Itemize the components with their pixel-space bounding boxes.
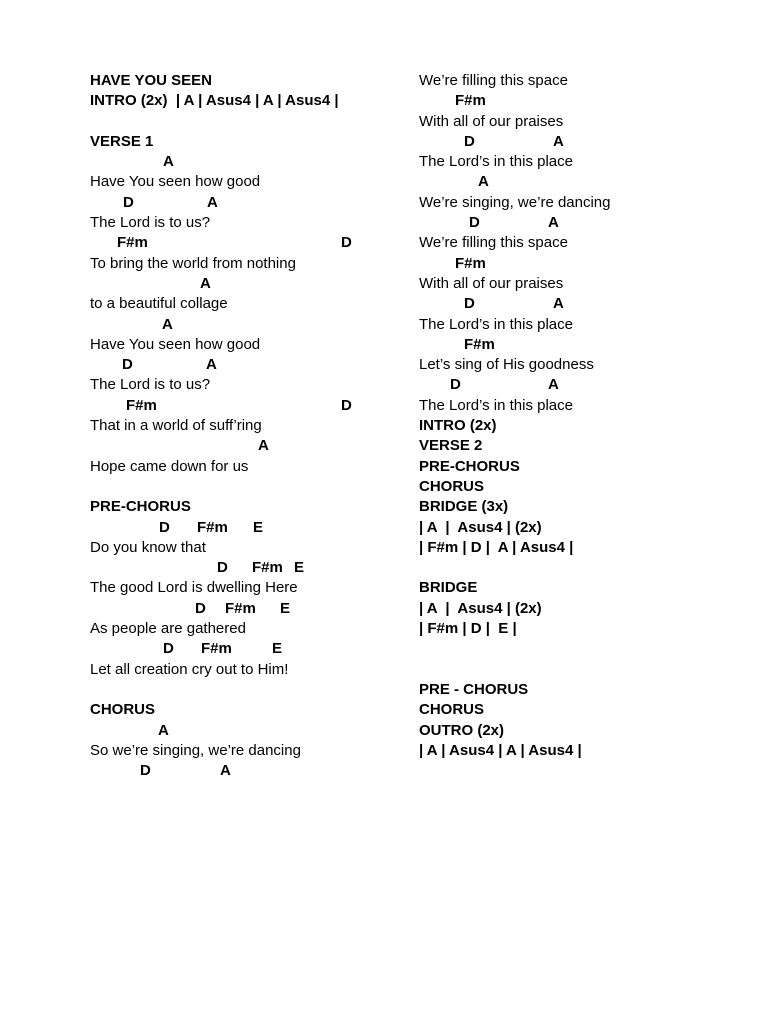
chord-line (419, 91, 719, 111)
spacer (419, 639, 719, 659)
chord: D (140, 762, 151, 780)
lyric-line: Let all creation cry out to Him! (90, 660, 289, 678)
lyric-line: to a beautiful collage (90, 295, 228, 313)
intro-line: INTRO (2x) | A | Asus4 | A | Asus4 | (90, 92, 339, 110)
chord: F#m (225, 599, 256, 617)
lyric-line: Do you know that (90, 538, 206, 556)
lyric-line: We’re filling this space (419, 72, 568, 89)
chord-line (419, 172, 719, 192)
section-label: VERSE 2 (419, 437, 483, 455)
chord: F#m (252, 559, 283, 577)
spacer (90, 680, 390, 700)
chord-line (90, 396, 390, 416)
lyric-line: Hope came down for us (90, 457, 249, 475)
section-label: CHORUS (419, 477, 485, 495)
spacer (419, 558, 719, 578)
section-label: INTRO (2x) (419, 417, 497, 435)
chord: D (195, 599, 206, 617)
section-label: BRIDGE (3x) (419, 498, 509, 516)
spacer (419, 660, 719, 680)
spacer (90, 477, 390, 497)
chord: A (163, 153, 174, 171)
chord: F#m (201, 640, 232, 658)
chord-line (419, 375, 719, 395)
chord: A (553, 132, 564, 150)
chord: F#m (455, 92, 486, 110)
chord: D (450, 376, 461, 394)
section-label: PRE-CHORUS (419, 457, 520, 475)
chord: D (464, 295, 475, 313)
chord: F#m (464, 335, 495, 353)
section-label: OUTRO (2x) (419, 721, 505, 739)
prechorus-heading: PRE-CHORUS (90, 498, 191, 516)
section-label: BRIDGE (419, 579, 478, 597)
verse1-heading: VERSE 1 (90, 132, 154, 150)
chord-line (90, 355, 390, 375)
chord: D (123, 193, 134, 211)
chord-line (90, 315, 390, 335)
chord-line (90, 599, 390, 619)
lyric-line: The Lord’s in this place (419, 396, 573, 414)
chord-line (419, 213, 719, 233)
chord: A (206, 356, 217, 374)
lyric-line: Have You seen how good (90, 173, 261, 191)
chord-line (90, 193, 390, 213)
chord: D (163, 640, 174, 658)
chord: A (548, 214, 559, 232)
chord-line (419, 254, 719, 274)
chord: E (253, 518, 264, 536)
lyric-line: Let’s sing of His goodness (419, 356, 594, 374)
lyric-line: The good Lord is dwelling Here (90, 579, 298, 597)
chord-bar-line: | A | Asus4 | (2x) (419, 599, 542, 617)
chord-line (90, 639, 390, 659)
chord: A (207, 193, 218, 211)
chord: E (294, 559, 305, 577)
chord: D (341, 396, 352, 414)
chord: D (217, 559, 228, 577)
lyric-line: The Lord’s in this place (419, 153, 573, 171)
chord: F#m (117, 234, 148, 252)
chord-line (90, 274, 390, 294)
chord-line (90, 436, 390, 456)
lyric-line: We’re filling this space (419, 234, 568, 252)
chord: E (272, 640, 283, 658)
chord-bar-line: | A | Asus4 | A | Asus4 | (419, 741, 582, 759)
lyric-line: We’re singing, we’re dancing (419, 193, 611, 211)
lyric-line: To bring the world from nothing (90, 254, 296, 272)
chord-line (90, 518, 390, 538)
chord: A (200, 274, 211, 292)
lyric-line: As people are gathered (90, 620, 246, 638)
chord-line (90, 233, 390, 253)
spacer (90, 112, 390, 132)
chord: A (258, 437, 269, 455)
chord: F#m (197, 518, 228, 536)
chord-line (419, 132, 719, 152)
chord: D (341, 234, 352, 252)
lyric-line: The Lord is to us? (90, 214, 211, 232)
section-label: PRE - CHORUS (419, 680, 529, 698)
chord-bar-line: | A | Asus4 | (2x) (419, 518, 542, 536)
section-label: CHORUS (419, 701, 485, 719)
chord: A (162, 315, 173, 333)
chord: A (478, 173, 489, 191)
lyric-line: The Lord’s in this place (419, 315, 573, 333)
chord: A (553, 295, 564, 313)
chord-line (90, 558, 390, 578)
chorus-heading: CHORUS (90, 701, 156, 719)
lyric-line: Have You seen how good (90, 335, 261, 353)
chord: D (469, 214, 480, 232)
left-column (90, 71, 390, 781)
chord-line (90, 761, 390, 781)
lyric-line: With all of our praises (419, 112, 564, 130)
lyric-line: The Lord is to us? (90, 376, 211, 394)
lyric-line: With all of our praises (419, 274, 564, 292)
chord-line (90, 152, 390, 172)
chord-line (419, 335, 719, 355)
right-column (419, 71, 719, 761)
chord: D (464, 132, 475, 150)
chord-line (90, 721, 390, 741)
chord: A (548, 376, 559, 394)
chord-bar-line: | F#m | D | A | Asus4 | (419, 538, 574, 556)
lyric-line: That in a world of suff’ring (90, 417, 262, 435)
chord: E (280, 599, 291, 617)
chord: A (220, 762, 231, 780)
lyric-line: So we’re singing, we’re dancing (90, 741, 301, 759)
chord: D (122, 356, 133, 374)
chord: F#m (455, 254, 486, 272)
chord: A (158, 721, 169, 739)
song-title: HAVE YOU SEEN (90, 72, 212, 89)
chord: F#m (126, 396, 157, 414)
chord-line (419, 294, 719, 314)
chord-bar-line: | F#m | D | E | (419, 620, 517, 638)
chord: D (159, 518, 170, 536)
